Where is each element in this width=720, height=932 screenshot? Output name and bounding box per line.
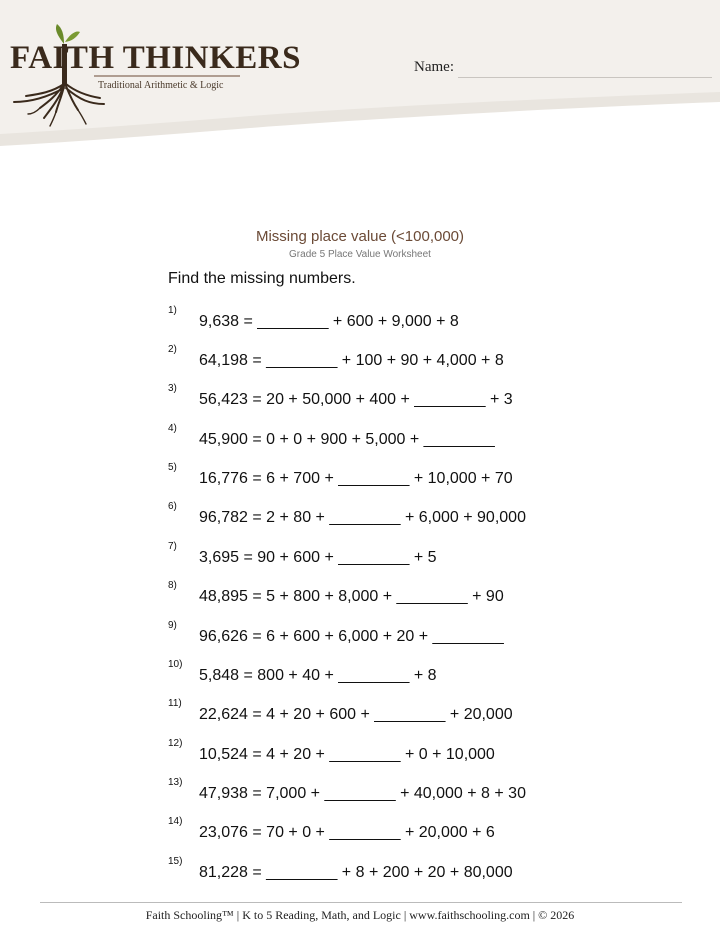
problem-equation: 48,895 = 5 + 800 + 8,000 + ________ + 90 xyxy=(199,588,504,605)
problem-equation: 5,848 = 800 + 40 + ________ + 8 xyxy=(199,667,437,684)
problem-item xyxy=(168,344,688,374)
worksheet-subtitle: Grade 5 Place Value Worksheet xyxy=(289,249,431,260)
logo-wordmark: FAITH THINKERS xyxy=(10,40,301,76)
problem-item xyxy=(168,777,688,807)
problem-equation: 3,695 = 90 + 600 + ________ + 5 xyxy=(199,549,437,566)
problem-equation: 64,198 = ________ + 100 + 90 + 4,000 + 8 xyxy=(199,352,504,369)
problem-equation: 22,624 = 4 + 20 + 600 + ________ + 20,000 xyxy=(199,706,513,723)
problem-item xyxy=(168,698,688,728)
problem-equation: 96,782 = 2 + 80 + ________ + 6,000 + 90,000 xyxy=(199,509,526,526)
problem-number: 8) xyxy=(168,580,177,591)
problem-equation: 45,900 = 0 + 0 + 900 + 5,000 + ________ xyxy=(199,431,495,448)
problem-equation: 96,626 = 6 + 600 + 6,000 + 20 + ________ xyxy=(199,628,504,645)
problem-item xyxy=(168,462,688,492)
problem-number: 1) xyxy=(168,305,177,316)
problem-number: 2) xyxy=(168,344,177,355)
name-label: Name: xyxy=(414,59,454,75)
problem-item xyxy=(168,541,688,571)
problem-equation: 47,938 = 7,000 + ________ + 40,000 + 8 + 30 xyxy=(199,785,526,802)
problem-equation: 10,524 = 4 + 20 + ________ + 0 + 10,000 xyxy=(199,746,495,763)
problem-item xyxy=(168,501,688,531)
problem-equation: 23,076 = 70 + 0 + ________ + 20,000 + 6 xyxy=(199,824,495,841)
problem-item xyxy=(168,580,688,610)
problem-number: 6) xyxy=(168,501,177,512)
problem-number: 10) xyxy=(168,659,183,670)
footer-divider xyxy=(40,902,682,903)
problem-equation: 16,776 = 6 + 700 + ________ + 10,000 + 70 xyxy=(199,470,513,487)
problem-item xyxy=(168,856,688,886)
problem-number: 11) xyxy=(168,698,182,709)
problem-number: 13) xyxy=(168,777,183,788)
problem-equation: 9,638 = ________ + 600 + 9,000 + 8 xyxy=(199,313,459,330)
problem-number: 15) xyxy=(168,856,183,867)
problem-equation: 81,228 = ________ + 8 + 200 + 20 + 80,000 xyxy=(199,864,513,881)
problem-item xyxy=(168,423,688,453)
problem-number: 4) xyxy=(168,423,177,434)
problem-number: 5) xyxy=(168,462,177,473)
logo-tagline: Traditional Arithmetic & Logic xyxy=(98,80,224,91)
worksheet-title: Missing place value (<100,000) xyxy=(255,228,465,245)
instructions: Find the missing numbers. xyxy=(168,270,356,287)
problem-item xyxy=(168,620,688,650)
problem-number: 7) xyxy=(168,541,177,552)
problem-item xyxy=(168,383,688,413)
problem-item xyxy=(168,659,688,689)
problem-number: 3) xyxy=(168,383,177,394)
problem-number: 14) xyxy=(168,816,183,827)
problem-equation: 56,423 = 20 + 50,000 + 400 + ________ + 3 xyxy=(199,391,513,408)
problem-item xyxy=(168,816,688,846)
problem-item xyxy=(168,738,688,768)
problem-number: 12) xyxy=(168,738,183,749)
footer-text: Faith Schooling™ | K to 5 Reading, Math, and Logic | www.faithschooling.com | © 2026 xyxy=(145,908,575,922)
name-field-line[interactable] xyxy=(458,77,712,78)
problem-number: 9) xyxy=(168,620,177,631)
problem-item xyxy=(168,305,688,335)
